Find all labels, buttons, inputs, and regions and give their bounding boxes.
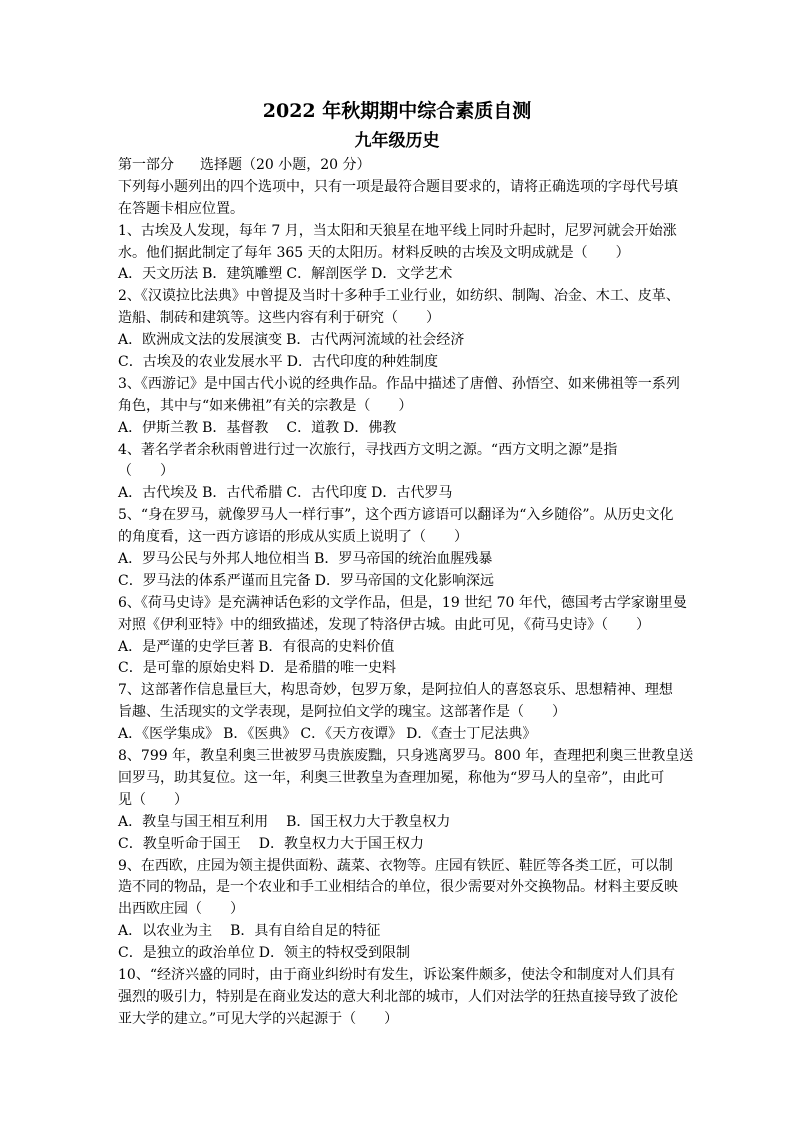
option-row [118,571,738,593]
question-stem-line: 2、《汉谟拉比法典》中曾提及当时十多种手工业行业，如纺织、制陶、冶金、木工、皮革、 [118,288,680,305]
option-b: B．古代两河流域的社会经济 [286,332,465,349]
option-c: C．教皇听命于国王 [118,835,241,852]
question-stem-line: 9、在西欧，庄园为领主提供面粉、蔬菜、衣物等。庄园有铁匠、鞋匠等各类工匠，可以制 [118,857,673,874]
question-9 [118,856,738,965]
option-d: D．古代罗马 [371,485,453,502]
option-a: A．罗马公民与外邦人地位相当 [118,551,311,568]
question-stem-line: 强烈的吸引力，特别是在商业发达的意大利北部的城市，人们对法学的狂热直接导致了波伦 [118,988,678,1005]
option-a: A．是严谨的史学巨著 [118,638,255,655]
option-row [118,943,738,965]
question-6 [118,593,738,681]
option-a: A．以农业为主 [118,923,213,940]
question-4 [118,440,738,506]
section-part-label: 第一部分 [118,157,174,173]
option-b: B．基督教 [202,419,269,436]
option-d: D．《查士丁尼法典》 [406,726,537,743]
option-row [118,921,738,943]
question-stem-line: 旨趣、生活现实的文学表现，是阿拉伯文学的瑰宝。这部著作是（ ） [118,704,566,721]
option-c: C．古埃及的农业发展水平 [118,354,283,371]
option-row [118,549,738,571]
exam-title: 2022 年秋期期中综合素质自测 [262,100,532,122]
question-stem-line: （ ） [118,463,174,480]
question-stem-line: 造不同的物品，是一个农业和手工业相结合的单位，很少需要对外交换物品。材料主要反映 [118,879,678,896]
question-stem-line: 3、《西游记》是中国古代小说的经典作品。作品中描述了唐僧、孙悟空、如来佛祖等一系列 [118,375,680,392]
option-d: D．罗马帝国的文化影响深远 [314,572,494,589]
question-stem-line: 1、古埃及人发现，每年 7 月，当太阳和天狼星在地平线上同时升起时，尼罗河就会开始涨 [118,222,677,239]
question-stem-line: 回罗马，助其复位。这一年，利奥三世教皇为查理加冕，称他为“罗马人的皇帝”，由此可 [118,769,665,786]
exam-subtitle: 九年级历史 [354,131,440,151]
option-c: C．是独立的政治单位 [118,945,255,962]
option-b: B．国王权力大于教皇权力 [286,813,451,830]
option-c: C．罗马法的体系严谨而且完备 [118,572,311,589]
question-10 [118,965,738,1031]
option-c: C．古代印度 [286,485,368,502]
question-8 [118,746,738,855]
question-1 [118,221,738,287]
question-stem-line: 4、著名学者余秋雨曾进行过一次旅行，寻找西方文明之源。“西方文明之源”是指 [118,441,618,458]
option-b: B．具有自给自足的特征 [230,923,381,940]
question-stem-line: 7、这部著作信息量巨大，构思奇妙，包罗万象，是阿拉伯人的喜怒哀乐、思想精神、理想 [118,682,673,699]
question-stem-line: 角色，其中与“如来佛祖”有关的宗教是（ ） [118,397,413,414]
option-row [118,330,738,352]
option-row [118,418,738,440]
option-row [118,264,738,286]
instructions-line: 下列每小题列出的四个选项中，只有一项是最符合题目要求的，请将正确选项的字母代号填 [118,178,678,195]
option-row [118,812,738,834]
option-row [118,724,738,746]
option-b: B．有很高的史料价值 [258,638,395,655]
question-stem-line: 5、“身在罗马，就像罗马人一样行事”，这个西方谚语可以翻译为“入乡随俗”。从历史文化 [118,507,674,524]
option-b: B．罗马帝国的统治血腥残暴 [314,551,493,568]
option-c: C．道教 [286,419,340,436]
question-stem-line: 见（ ） [118,791,188,808]
option-a: A．古代埃及 [118,485,199,502]
question-stem-line: 6、《荷马史诗》是充满神话色彩的文学作品，但是，19 世纪 70 年代，德国考古学家谢里曼 [118,594,687,611]
option-d: D．古代印度的种姓制度 [286,354,438,371]
question-stem-line: 的角度看，这一西方谚语的形成从实质上说明了（ ） [118,529,468,546]
option-c: C．《天方夜谭》 [300,726,403,743]
option-row [118,637,738,659]
question-stem-line: 出西欧庄园（ ） [118,901,244,918]
question-stem-line: 造船、制砖和建筑等。这些内容有利于研究（ ） [118,310,440,327]
question-2 [118,286,738,374]
option-a: A．《医学集成》 [118,726,220,743]
option-a: A．天文历法 [118,266,199,283]
question-stem-line: 亚大学的建立。”可见大学的兴起源于（ ） [118,1010,399,1027]
option-row [118,483,738,505]
option-d: D．领主的特权受到限制 [258,945,410,962]
option-d: D．佛教 [343,419,397,436]
option-a: A．伊斯兰教 [118,419,199,436]
section-heading [118,155,738,177]
section-part-title: 选择题（20 小题，20 分） [200,157,371,173]
option-b: B．《医典》 [223,726,297,743]
option-a: A．欧洲成文法的发展演变 [118,332,283,349]
question-5 [118,505,738,593]
option-row [118,658,738,680]
question-stem-line: 8、799 年，教皇利奥三世被罗马贵族废黜，只身逃离罗马。800 年，查理把利奥三世教皇送 [118,748,694,765]
question-3 [118,374,738,440]
question-7 [118,680,738,746]
option-row [118,834,738,856]
option-c: C．是可靠的原始史料 [118,660,255,677]
option-c: C．解剖医学 [286,266,368,283]
option-a: A．教皇与国王相互利用 [118,813,269,830]
option-d: D．是希腊的唯一史料 [258,660,396,677]
option-d: D．教皇权力大于国王权力 [258,835,424,852]
instructions-line: 在答题卡相应位置。 [118,200,244,217]
question-stem-line: 水。他们据此制定了每年 365 天的太阳历。材料反映的古埃及文明成就是（ ） [118,244,630,261]
option-b: B．建筑雕塑 [202,266,283,283]
option-row [118,352,738,374]
option-d: D．文学艺术 [371,266,453,283]
question-stem-line: 对照《伊利亚特》中的细致描述，发现了特洛伊古城。由此可见，《荷马史诗》（ ） [118,616,650,633]
option-b: B．古代希腊 [202,485,283,502]
question-stem-line: 10、“经济兴盛的同时，由于商业纠纷时有发生，诉讼案件颇多，使法令和制度对人们具有 [118,966,675,983]
exam-body [118,155,738,1031]
